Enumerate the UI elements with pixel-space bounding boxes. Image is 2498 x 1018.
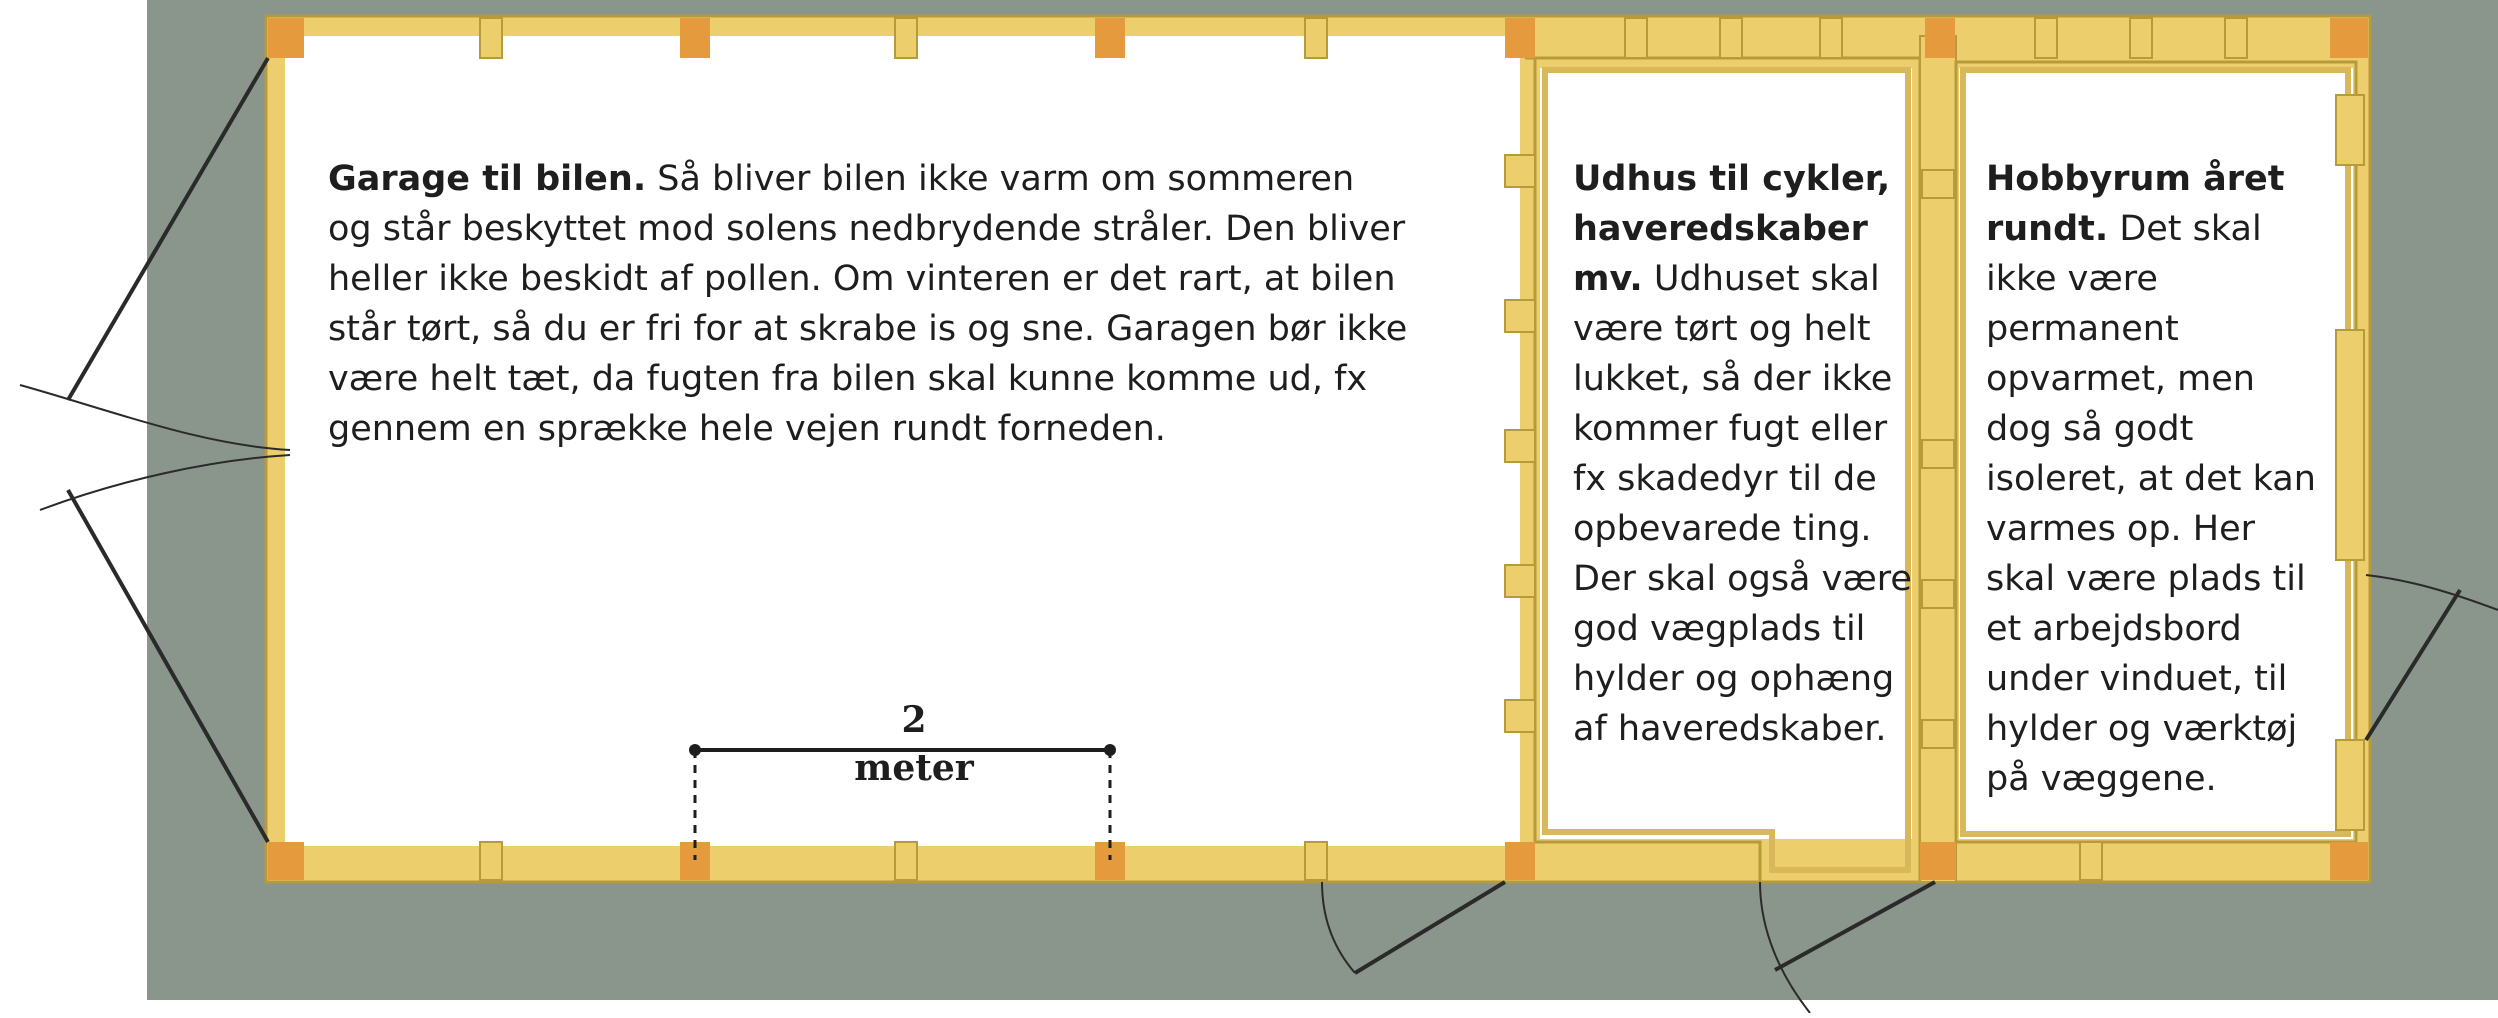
- wall-post: [1920, 842, 1956, 880]
- garage-title: Garage til bilen.: [328, 159, 647, 199]
- wall-stud: [1505, 300, 1535, 332]
- wall-post: [2080, 842, 2102, 880]
- wall-stud: [1505, 565, 1535, 597]
- wall-stud: [1505, 700, 1535, 732]
- corner-post: [2330, 18, 2368, 58]
- corner-post: [268, 18, 304, 58]
- hobby-title: Hobbyrum året rundt.: [1986, 159, 2285, 249]
- wall-post: [1820, 18, 1842, 58]
- hobby-description: [1986, 154, 2316, 804]
- wall-stud: [1505, 155, 1535, 187]
- wall-post: [1505, 18, 1535, 58]
- hobby-body: Det skal ikke være permanent opvarmet, men dog så godt isoleret, at det kan varmes op. Her skal være plads til et arbejdsbord under vinduet, til hylder og værktøj på væggene.: [1986, 209, 2316, 799]
- wall-stud: [1505, 430, 1535, 462]
- garage-description: [328, 154, 1408, 454]
- corner-post: [268, 842, 304, 880]
- wall-post: [1305, 18, 1327, 58]
- scale-label: 2 meter: [854, 699, 974, 789]
- wall-post: [1925, 18, 1955, 58]
- wall-post: [480, 842, 502, 880]
- wall-post: [680, 18, 710, 58]
- wall-post: [480, 18, 502, 58]
- shed-title: Udhus til cykler, haveredskaber mv.: [1573, 159, 1891, 299]
- shed-description: [1573, 154, 1913, 754]
- wall-post: [1095, 18, 1125, 58]
- wall-post: [2225, 18, 2247, 58]
- wall-stud: [1922, 720, 1954, 748]
- wall-stud: [1922, 440, 1954, 468]
- wall-post: [1720, 18, 1742, 58]
- wall-stud: [1922, 170, 1954, 198]
- wall-post: [895, 842, 917, 880]
- corner-post: [2330, 842, 2368, 880]
- garage-body: Så bliver bilen ikke varm om sommeren og står beskyttet mod solens nedbrydende stråler. Den bliver heller ikke beskidt af pollen. Om vinteren er det rart, at bilen står tørt, så du er fri for at skrabe is og sne. Garagen bør ikke være helt tæt, da fugten fra bilen skal kunne komme ud, fx gennem en sprække hele vejen rundt forneden.: [328, 159, 1408, 449]
- window-frame: [2336, 330, 2364, 560]
- wall-stud: [2336, 740, 2364, 830]
- wall-post: [895, 18, 917, 58]
- wall-post: [1305, 842, 1327, 880]
- wall-stud: [2336, 95, 2364, 165]
- wall-post: [2130, 18, 2152, 58]
- wall-post: [1625, 18, 1647, 58]
- wall-stud: [1922, 580, 1954, 608]
- wall-post: [1505, 842, 1535, 880]
- wall-post: [2035, 18, 2057, 58]
- shed-body: Udhuset skal være tørt og helt lukket, så der ikke kommer fugt eller fx skadedyr til de opbevarede ting. Der skal også være god vægplads til hylder og ophæng af haveredskaber.: [1573, 259, 1912, 749]
